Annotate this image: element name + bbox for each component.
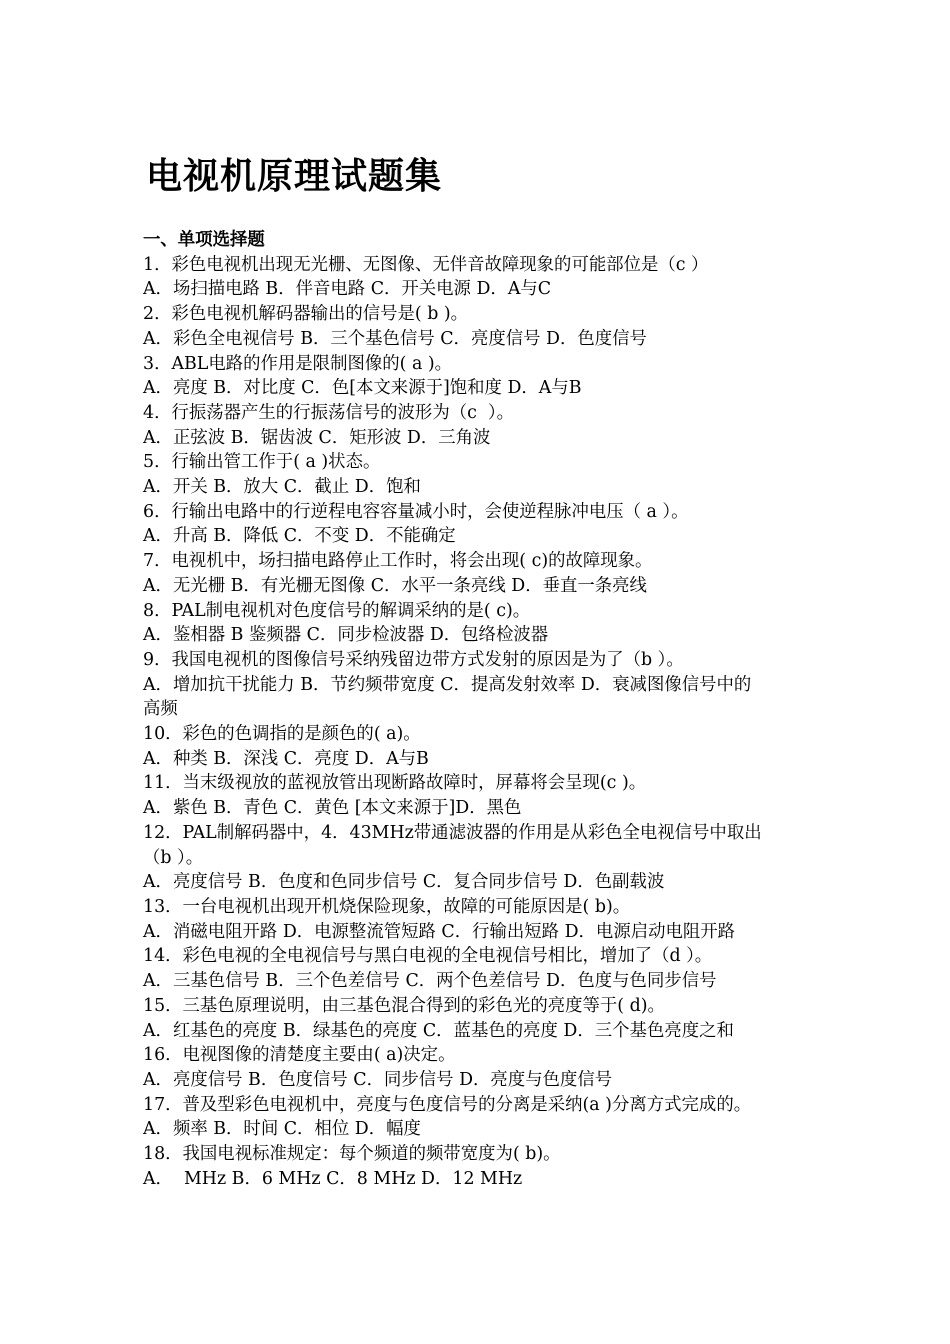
answer-options-line: A．鉴相器 B 鉴频器 C．同步检波器 D．包络检波器 — [143, 625, 549, 646]
question-line: 9．我国电视机的图像信号采纳残留边带方式发射的原因是为了（b ）。 — [143, 649, 684, 670]
question-line: 14．彩色电视的全电视信号与黑白电视的全电视信号相比，增加了（d ）。 — [143, 946, 713, 967]
document-title: 电视机原理试题集 — [146, 155, 443, 197]
question-line: 5．行输出管工作于( a )状态。 — [143, 452, 381, 473]
answer-options-line: A．亮度 B．对比度 C．色[本文来源于]饱和度 D．A与B — [143, 378, 582, 399]
question-line: 11．当末级视放的蓝视放管出现断路故障时，屏幕将会呈现(c )。 — [143, 773, 647, 794]
answer-options-line: A．亮度信号 B．色度信号 C．同步信号 D．亮度与色度信号 — [143, 1069, 613, 1090]
answer-options-line: A．正弦波 B．锯齿波 C．矩形波 D．三角波 — [143, 427, 491, 448]
answer-options-line: A．三基色信号 B．三个色差信号 C．两个色差信号 D．色度与色同步信号 — [143, 971, 717, 992]
answer-options-line: A．升高 B．降低 C．不变 D．不能确定 — [143, 526, 456, 547]
question-line: 18．我国电视标准规定：每个频道的频带宽度为( b)。 — [143, 1144, 561, 1165]
question-line: 6．行输出电路中的行逆程电容容量减小时，会使逆程脉冲电压（ a ）。 — [143, 501, 689, 522]
question-line: 12．PAL制解码器中，4．43MHz带通滤波器的作用是从彩色全电视信号中取出 — [143, 822, 762, 843]
answer-options-line: A．增加抗干扰能力 B．节约频带宽度 C．提高发射效率 D．衰减图像信号中的 — [143, 674, 752, 695]
question-line: 高频 — [143, 699, 178, 720]
question-list — [143, 228, 815, 1191]
question-line: 7．电视机中，场扫描电路停止工作时，将会出现( c)的故障现象。 — [143, 551, 653, 572]
question-line: 1．彩色电视机出现无光栅、无图像、无伴音故障现象的可能部位是（c ） — [143, 254, 709, 275]
answer-options-line: A．紫色 B．青色 C．黄色 [本文来源于]D．黑色 — [143, 798, 522, 819]
question-line: 10．彩色的色调指的是颜色的( a)。 — [143, 724, 421, 745]
answer-options-line: A．红基色的亮度 B．绿基色的亮度 C．蓝基色的亮度 D．三个基色亮度之和 — [143, 1020, 734, 1041]
answer-options-line: A．开关 B．放大 C．截止 D．饱和 — [143, 477, 421, 498]
question-line: 13．一台电视机出现开机烧保险现象，故障的可能原因是( b)。 — [143, 896, 631, 917]
answer-options-line: A．亮度信号 B．色度和色同步信号 C．复合同步信号 D．色副载波 — [143, 872, 665, 893]
answer-options-line: A．消磁电阻开路 D．电源整流管短路 C．行输出短路 D．电源启动电阻开路 — [143, 921, 736, 942]
answer-options-line: A．无光栅 B．有光栅无图像 C．水平一条亮线 D．垂直一条亮线 — [143, 575, 647, 596]
question-line: 17．普及型彩色电视机中，亮度与色度信号的分离是采纳(a )分离方式完成的。 — [143, 1094, 752, 1115]
question-line: （b ）。 — [143, 847, 204, 868]
answer-options-line: A．彩色全电视信号 B．三个基色信号 C．亮度信号 D．色度信号 — [143, 328, 647, 349]
question-line: 4．行振荡器产生的行振荡信号的波形为（c ）。 — [143, 402, 514, 423]
section-heading: 一、单项选择题 — [143, 230, 265, 250]
question-line: 2．彩色电视机解码器输出的信号是( b )。 — [143, 304, 469, 325]
question-line: 15．三基色原理说明，由三基色混合得到的彩色光的亮度等于( d)。 — [143, 995, 665, 1016]
question-line: 8．PAL制电视机对色度信号的解调采纳的是( c)。 — [143, 600, 531, 621]
question-line: 3．ABL电路的作用是限制图像的( a )。 — [143, 353, 453, 374]
answer-options-line: A．场扫描电路 B．伴音电路 C．开关电源 D．A与C — [143, 279, 552, 300]
answer-options-line: A．频率 B．时间 C．相位 D．幅度 — [143, 1119, 421, 1140]
question-line: 16．电视图像的清楚度主要由( a)决定。 — [143, 1045, 456, 1066]
answer-options-line: A．种类 B．深浅 C．亮度 D．A与B — [143, 748, 429, 769]
answer-options-line: A． MHz B．6 MHz C．8 MHz D．12 MHz — [143, 1168, 523, 1189]
